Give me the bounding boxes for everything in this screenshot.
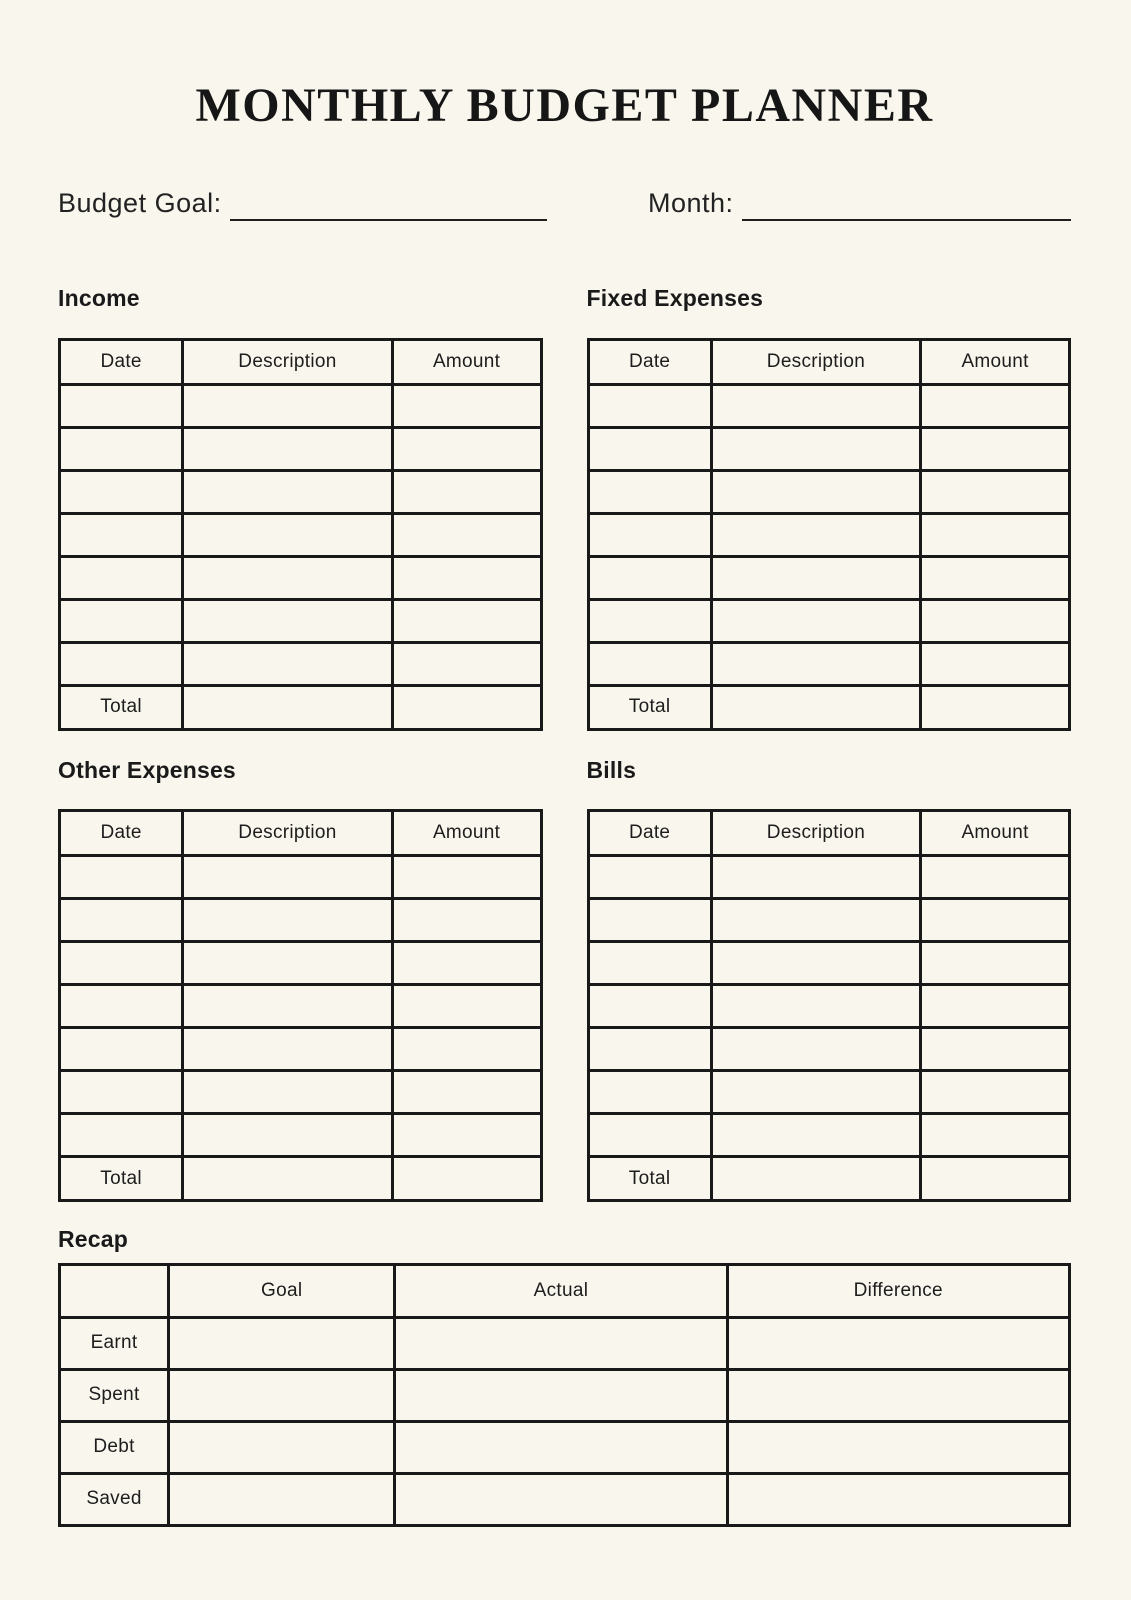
total-label: Total [588,1157,711,1201]
page-title: MONTHLY BUDGET PLANNER [195,79,934,132]
column-header-description: Description [711,339,920,384]
column-header-date: Date [588,811,711,856]
section-fixed-expenses [587,285,1072,730]
empty-cell[interactable] [588,985,711,1028]
recap-heading: Recap [58,1226,129,1253]
empty-cell[interactable] [711,985,920,1028]
income-heading: Income [58,285,140,312]
empty-cell[interactable] [588,556,711,599]
month-input-line[interactable] [742,185,1071,221]
empty-row [588,513,1070,556]
column-header-description: Description [711,811,920,856]
empty-cell[interactable] [921,470,1070,513]
empty-cell[interactable] [183,899,392,942]
empty-cell[interactable] [183,599,392,642]
empty-cell[interactable] [921,513,1070,556]
empty-cell[interactable] [60,985,183,1028]
empty-cell[interactable] [183,1071,392,1114]
empty-row [588,985,1070,1028]
empty-cell[interactable] [711,642,920,685]
empty-cell[interactable] [183,556,392,599]
empty-row [60,470,542,513]
column-header-amount: Amount [921,339,1070,384]
header-row [588,339,1070,384]
empty-cell[interactable] [711,1157,920,1201]
empty-cell[interactable] [921,556,1070,599]
empty-cell[interactable] [60,1071,183,1114]
empty-cell[interactable] [921,856,1070,899]
tables-grid [58,285,1071,1202]
empty-cell[interactable] [588,1071,711,1114]
empty-cell[interactable] [60,470,183,513]
empty-cell[interactable] [921,685,1070,729]
empty-cell[interactable] [395,1473,727,1525]
empty-cell[interactable] [395,1369,727,1421]
empty-cell[interactable] [60,899,183,942]
budget-goal-label: Budget Goal: [58,188,222,219]
empty-cell[interactable] [711,1028,920,1071]
empty-cell[interactable] [392,856,541,899]
total-label: Total [588,685,711,729]
recap-row-spent [60,1369,1070,1421]
total-label: Total [60,685,183,729]
empty-cell[interactable] [711,556,920,599]
recap-column-actual: Actual [395,1264,727,1317]
empty-cell[interactable] [588,470,711,513]
empty-row [588,470,1070,513]
empty-cell[interactable] [392,1114,541,1157]
empty-row [60,985,542,1028]
total-row [588,1157,1070,1201]
recap-row-label: Debt [60,1421,169,1473]
empty-cell[interactable] [711,1114,920,1157]
fields-row [58,185,1071,221]
column-header-date: Date [60,811,183,856]
recap-row-label: Earnt [60,1317,169,1369]
empty-cell[interactable] [588,384,711,427]
empty-cell[interactable] [183,856,392,899]
column-header-description: Description [183,811,392,856]
empty-cell[interactable] [60,642,183,685]
empty-cell[interactable] [727,1369,1069,1421]
section-other-expenses [58,757,543,1202]
empty-cell[interactable] [711,599,920,642]
empty-cell[interactable] [60,513,183,556]
empty-row [588,942,1070,985]
empty-cell[interactable] [588,942,711,985]
empty-row [588,1114,1070,1157]
empty-cell[interactable] [183,1028,392,1071]
empty-cell[interactable] [392,470,541,513]
empty-cell[interactable] [183,985,392,1028]
header-row [60,339,542,384]
empty-cell[interactable] [711,384,920,427]
budget-goal-input-line[interactable] [230,185,547,221]
empty-row [60,642,542,685]
empty-cell[interactable] [60,942,183,985]
empty-row [588,599,1070,642]
empty-cell[interactable] [392,642,541,685]
column-header-amount: Amount [921,811,1070,856]
header-row [60,811,542,856]
empty-cell[interactable] [588,513,711,556]
empty-row [60,513,542,556]
empty-cell[interactable] [392,1071,541,1114]
income-table [58,338,543,731]
month-label: Month: [648,188,734,219]
total-row [588,685,1070,729]
empty-cell[interactable] [183,1114,392,1157]
other-expenses-heading: Other Expenses [58,756,236,783]
recap-row-saved [60,1473,1070,1525]
empty-cell[interactable] [395,1421,727,1473]
empty-cell[interactable] [921,942,1070,985]
empty-cell[interactable] [183,384,392,427]
empty-cell[interactable] [921,899,1070,942]
empty-cell[interactable] [921,427,1070,470]
recap-header-row [60,1264,1070,1317]
empty-cell[interactable] [395,1317,727,1369]
empty-row [588,856,1070,899]
column-header-description: Description [183,339,392,384]
empty-cell[interactable] [60,384,183,427]
empty-row [60,384,542,427]
column-header-date: Date [588,339,711,384]
empty-row [588,427,1070,470]
empty-cell[interactable] [60,427,183,470]
column-header-amount: Amount [392,811,541,856]
empty-cell[interactable] [392,1028,541,1071]
empty-cell[interactable] [727,1421,1069,1473]
total-row [60,1157,542,1201]
empty-cell[interactable] [60,1114,183,1157]
empty-row [588,556,1070,599]
bills-heading: Bills [586,756,637,783]
empty-cell[interactable] [392,513,541,556]
empty-row [60,1114,542,1157]
empty-row [60,899,542,942]
column-header-amount: Amount [392,339,541,384]
empty-cell[interactable] [183,942,392,985]
empty-cell[interactable] [183,685,392,729]
empty-cell[interactable] [183,642,392,685]
empty-cell[interactable] [60,599,183,642]
empty-cell[interactable] [392,899,541,942]
bills-table [587,809,1072,1202]
section-recap [58,1226,1071,1526]
empty-cell[interactable] [711,685,920,729]
recap-corner-cell [60,1264,169,1317]
empty-cell[interactable] [60,1028,183,1071]
empty-cell[interactable] [392,985,541,1028]
empty-row [60,427,542,470]
empty-cell[interactable] [588,856,711,899]
empty-cell[interactable] [727,1473,1069,1525]
total-row [60,685,542,729]
empty-row [588,1071,1070,1114]
empty-cell[interactable] [169,1421,395,1473]
empty-cell[interactable] [921,1157,1070,1201]
empty-cell[interactable] [392,599,541,642]
empty-cell[interactable] [588,1028,711,1071]
empty-cell[interactable] [588,599,711,642]
section-income [58,285,543,730]
empty-cell[interactable] [183,427,392,470]
empty-cell[interactable] [588,1114,711,1157]
empty-cell[interactable] [183,513,392,556]
empty-cell[interactable] [727,1317,1069,1369]
empty-cell[interactable] [711,856,920,899]
empty-cell[interactable] [711,1071,920,1114]
empty-cell[interactable] [711,899,920,942]
empty-cell[interactable] [921,384,1070,427]
empty-cell[interactable] [392,556,541,599]
empty-row [60,942,542,985]
empty-cell[interactable] [183,1157,392,1201]
empty-cell[interactable] [588,427,711,470]
empty-cell[interactable] [711,470,920,513]
recap-row-earnt [60,1317,1070,1369]
empty-row [60,1071,542,1114]
empty-cell[interactable] [921,1114,1070,1157]
recap-row-debt [60,1421,1070,1473]
empty-cell[interactable] [392,384,541,427]
empty-cell[interactable] [921,1071,1070,1114]
empty-cell[interactable] [921,985,1070,1028]
recap-row-label: Spent [60,1369,169,1421]
recap-column-goal: Goal [169,1264,395,1317]
empty-cell[interactable] [60,556,183,599]
recap-column-difference: Difference [727,1264,1069,1317]
empty-row [588,1028,1070,1071]
month-field [648,185,1071,221]
empty-cell[interactable] [169,1317,395,1369]
empty-cell[interactable] [183,470,392,513]
empty-cell[interactable] [588,642,711,685]
empty-row [60,556,542,599]
recap-table [58,1263,1071,1527]
empty-cell[interactable] [921,1028,1070,1071]
empty-cell[interactable] [169,1369,395,1421]
empty-cell[interactable] [711,513,920,556]
fixed-expenses-heading: Fixed Expenses [586,285,764,312]
other-expenses-table [58,809,543,1202]
header-row [588,811,1070,856]
empty-cell[interactable] [392,942,541,985]
empty-row [60,599,542,642]
empty-cell[interactable] [60,856,183,899]
empty-cell[interactable] [392,1157,541,1201]
fixed-expenses-table [587,338,1072,731]
column-header-date: Date [60,339,183,384]
section-bills [587,757,1072,1202]
recap-row-label: Saved [60,1473,169,1525]
empty-cell[interactable] [921,599,1070,642]
empty-row [60,1028,542,1071]
empty-cell[interactable] [392,685,541,729]
empty-cell[interactable] [392,427,541,470]
empty-cell[interactable] [588,899,711,942]
empty-cell[interactable] [711,942,920,985]
empty-row [60,856,542,899]
empty-cell[interactable] [169,1473,395,1525]
empty-row [588,384,1070,427]
empty-row [588,899,1070,942]
empty-cell[interactable] [711,427,920,470]
empty-row [588,642,1070,685]
empty-cell[interactable] [921,642,1070,685]
total-label: Total [60,1157,183,1201]
budget-goal-field [58,185,547,221]
